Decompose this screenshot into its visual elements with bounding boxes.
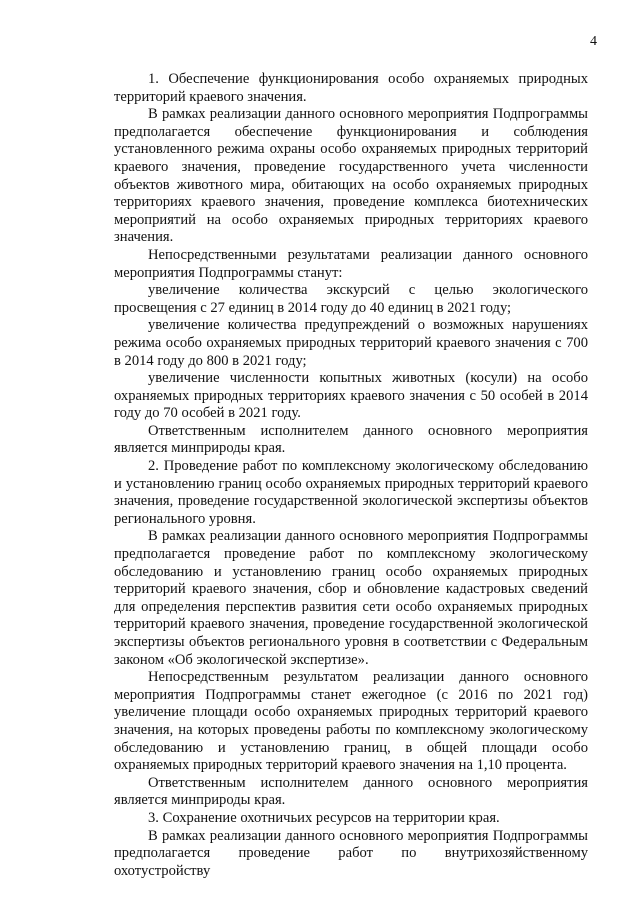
paragraph: увеличение количества предупреждений о возможных нарушениях режима особо охраняемых природных территорий краевого значения с 700 в 2014 году до 800 в 2021 году; xyxy=(114,317,588,369)
page-number: 4 xyxy=(590,34,597,49)
paragraph: Ответственным исполнителем данного основного мероприятия является минприроды края. xyxy=(114,774,588,809)
document-body xyxy=(114,71,588,880)
paragraph: 3. Сохранение охотничьих ресурсов на территории края. xyxy=(148,809,500,826)
paragraph: В рамках реализации данного основного мероприятия Подпрограммы предполагается обеспечение функционирования и соблюдения установленного режима охраны особо охраняемых природных территорий краевого значения, проведение государственного учета численности объектов животного мира, обитающих на особо охраняемых природных территориях краевого значения, проведение комплекса биотехнических мероприятий на особо охраняемых природных территориях краевого значения. xyxy=(114,106,588,246)
paragraph: 2. Проведение работ по комплексному экологическому обследованию и установлению границ особо охраняемых природных территорий краевого значения, проведение государственной экологической экспертизы объектов регионального уровня. xyxy=(114,458,588,527)
paragraph: Ответственным исполнителем данного основного мероприятия является минприроды края. xyxy=(114,422,588,457)
paragraph: увеличение количества экскурсий с целью экологического просвещения с 27 единиц в 2014 году до 40 единиц в 2021 году; xyxy=(114,282,588,316)
paragraph: 1. Обеспечение функционирования особо охраняемых природных территорий краевого значения. xyxy=(114,71,588,105)
paragraph: Непосредственными результатами реализации данного основного мероприятия Подпрограммы станут: xyxy=(114,246,588,281)
paragraph: увеличение численности копытных животных (косули) на особо охраняемых природных территориях краевого значения с 50 особей в 2014 году до 70 особей в 2021 году. xyxy=(114,370,588,422)
paragraph: В рамках реализации данного основного мероприятия Подпрограммы предполагается проведение работ по внутрихозяйственному охотустройству xyxy=(114,827,588,879)
paragraph: В рамках реализации данного основного мероприятия Подпрограммы предполагается проведение работ по комплексному экологическому обследованию и установлению границ особо охраняемых природных территорий краевого значения, сбор и обновление кадастровых сведений для определения перспектив развития сети особо охраняемых природных территорий краевого значения, проведение государственной экологической экспертизы объектов регионального уровня в соответствии с Федеральным законом «Об экологической экспертизе». xyxy=(114,528,588,668)
paragraph: Непосредственным результатом реализации данного основного мероприятия Подпрограммы станет ежегодное (с 2016 по 2021 год) увеличение площади особо охраняемых природных территорий краевого значения, на которых проведены работы по комплексному экологическому обследованию и установлению границ, в общей площади особо охраняемых природных территорий краевого значения на 1,10 процента. xyxy=(114,669,588,774)
